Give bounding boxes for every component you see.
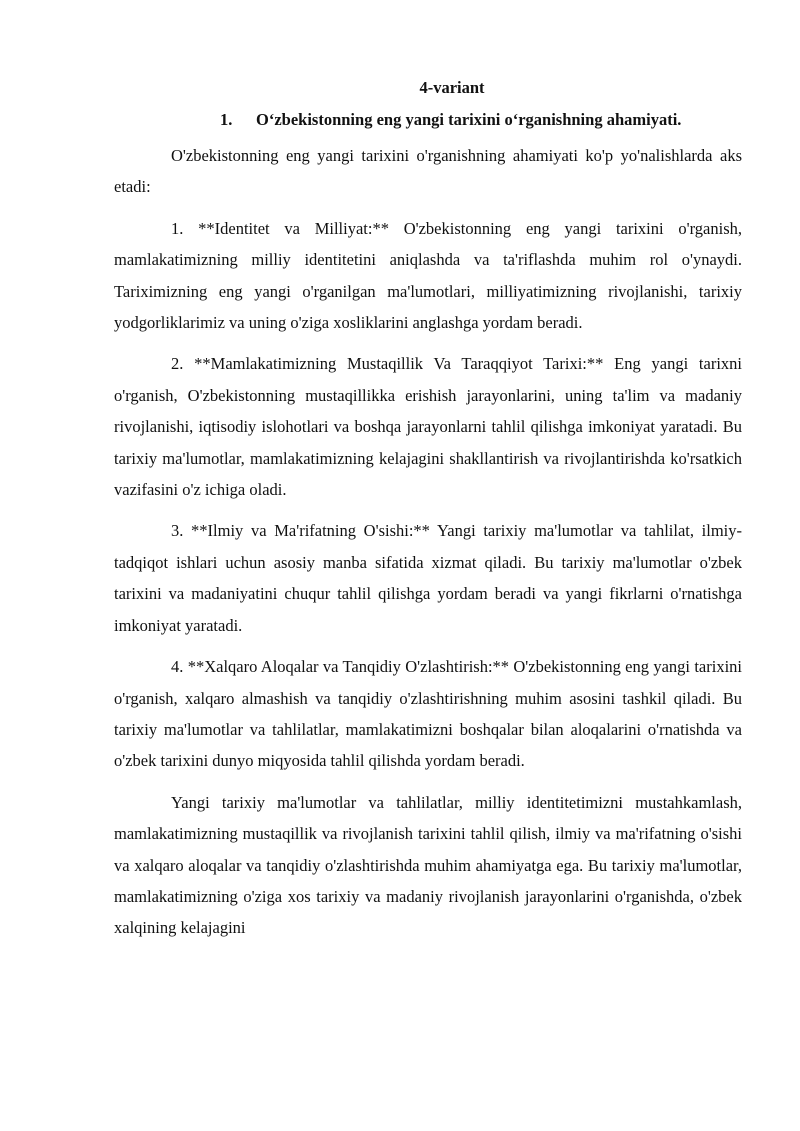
- paragraph-identitet: 1. **Identitet va Milliyat:** O'zbekistonning eng yangi tarixini o'rganish, mamlakatimizning milliy identitetini aniqlashda va ta'riflashda muhim rol o'ynaydi. Tariximizning eng yangi o'rganilgan ma'lumotlari, milliyatimizning rivojlanishi, tarixiy yodgorliklarimiz va uning o'ziga xosliklarini anglashga yordam beradi.: [114, 218, 742, 333]
- paragraph-conclusion: Yangi tarixiy ma'lumotlar va tahlilatlar, milliy identitetimizni mustahkamlash, mamlakatimizning mustaqillik va rivojlanish tarixini tahlil qilish, ilmiy va ma'rifatning o'sishi va xalqaro aloqalar va tanqidiy o'zlashtirishda muhim ahamiyatga ega. Bu tarixiy ma'lumotlar, mamlakatimizning o'ziga xos tarixiy va madaniy rivojlanish jarayonlarini o'rganishda, o'zbek xalqining kelajagini: [114, 792, 742, 938]
- paragraph-ilmiy: 3. **Ilmiy va Ma'rifatning O'sishi:** Yangi tarixiy ma'lumotlar va tahlilat, ilmiy-tadqiqot ishlari uchun asosiy manba sifatida xizmat qiladi. Bu tarixiy ma'lumotlar o'zbek tarixini va madaniyatini chuqur tahlil qilishga yordam beradi va yangi fikrlarni o'rnatishga imkoniyat yaratadi.: [114, 521, 742, 635]
- paragraph-intro: O'zbekistonning eng yangi tarixini o'rganishning ahamiyati ko'p yo'nalishlarda aks etadi:: [114, 146, 742, 197]
- section-heading: [114, 110, 742, 130]
- section-number: 1.: [220, 110, 233, 129]
- section-title: O‘zbekistonning eng yangi tarixini o‘rganishning ahamiyati.: [256, 110, 682, 129]
- document-body: [114, 78, 742, 954]
- paragraph-mustaqillik: 2. **Mamlakatimizning Mustaqillik Va Taraqqiyot Tarixi:** Eng yangi tarixni o'rganish, O'zbekistonning mustaqillikka erishish jarayonlarini, uning ta'lim va madaniy rivojlanishi, iqtisodiy islohotlari va boshqa jarayonlarni tahlil qilishga imkoniyat yaratadi. Bu tarixiy ma'lumotlar, mamlakatimizning kelajagini shakllantirish va rivojlantirishda ko'rsatkich vazifasini o'z ichiga oladi.: [114, 354, 742, 500]
- paragraph-xalqaro: 4. **Xalqaro Aloqalar va Tanqidiy O'zlashtirish:** O'zbekistonning eng yangi tarixini o'rganish, xalqaro almashish va tanqidiy o'zlashtirishning muhim asosini tashkil qiladi. Bu tarixiy ma'lumotlar va tahlilatlar, mamlakatimizni boshqalar bilan aloqalarini o'rnatishda va o'zbek tarixini dunyo miqyosida tahlil qilishda yordam beradi.: [114, 657, 742, 771]
- variant-title: 4-variant: [419, 78, 485, 97]
